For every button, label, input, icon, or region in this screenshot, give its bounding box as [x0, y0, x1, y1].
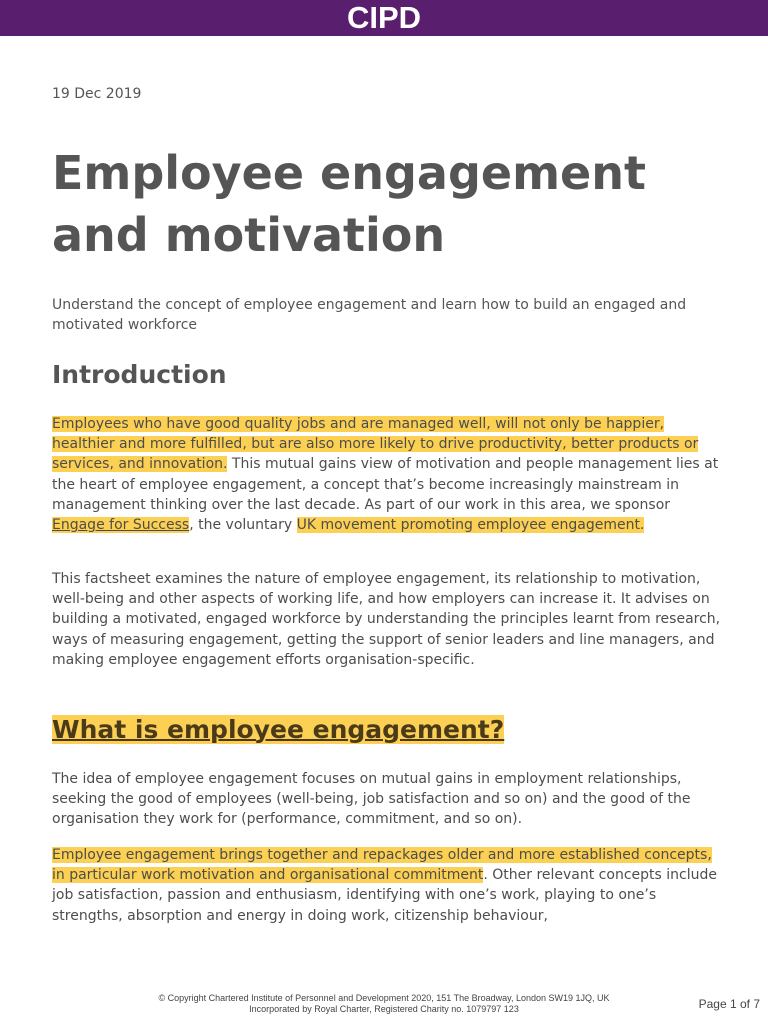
highlight: Employee engagement brings together and repackages older and more established concepts, in particular work motivation and organisational commitment	[52, 847, 712, 884]
article-subtitle: Understand the concept of employee engagement and learn how to build an engaged and motivated workforce	[52, 297, 687, 333]
paragraph-text: . Other relevant concepts include job satisfaction, passion and enthusiasm, identifying with one’s work, playing to one’s strengths, absorption and energy in doing work, citizenship behaviour,	[52, 867, 717, 924]
intro-paragraph-1	[52, 414, 722, 535]
highlight: Employees who have good quality jobs and are managed well, will not only be happier, healthier and more fulfilled, but are also more likely to drive productivity, better products or services, and innovation.	[52, 416, 699, 473]
copyright-line: © Copyright Chartered Institute of Personnel and Development 2020, 151 The Broadway, London SW19 1JQ, UK	[158, 993, 610, 1003]
header-bar	[0, 0, 768, 36]
page-number: Page 1 of 7	[698, 997, 760, 1011]
paragraph-text: , the voluntary	[189, 517, 297, 534]
copyright-footer	[0, 993, 768, 1015]
charity-line: Incorporated by Royal Charter, Registered Charity no. 1079797 123	[249, 1004, 519, 1014]
article-date: 19 Dec 2019	[52, 86, 142, 102]
intro-paragraph-2: This factsheet examines the nature of employee engagement, its relationship to motivation, well-being and other aspects of working life, and how employers can increase it. It advises on building a motivated, engaged workforce by understanding the principles learnt from research, ways of measuring engagement, getting the support of senior leaders and line managers, and making employee engagement efforts organisation-specific.	[52, 571, 721, 668]
engage-for-success-link[interactable]: Engage for Success	[52, 517, 190, 534]
paragraph-text: This mutual gains view of motivation and people management lies at the heart of employee engagement, a concept that’s become increasingly mainstream in management thinking over the last decade. As part of our work in this area, we sponsor	[52, 456, 719, 513]
what-paragraph-2	[52, 845, 722, 926]
introduction-heading: Introduction	[52, 360, 227, 389]
section-heading-link[interactable]: What is employee engagement?	[52, 715, 505, 744]
what-paragraph-1: The idea of employee engagement focuses on mutual gains in employment relationships, seeking the good of employees (well-being, job satisfaction and so on) and the good of the organisation they work for (performance, commitment, and so on).	[52, 771, 691, 828]
cipd-logo[interactable]: CIPD	[346, 0, 422, 35]
what-is-engagement-heading	[52, 714, 504, 746]
page-title: Employee engagement and motivation	[52, 146, 646, 262]
highlight: UK movement promoting employee engagement.	[296, 517, 645, 534]
